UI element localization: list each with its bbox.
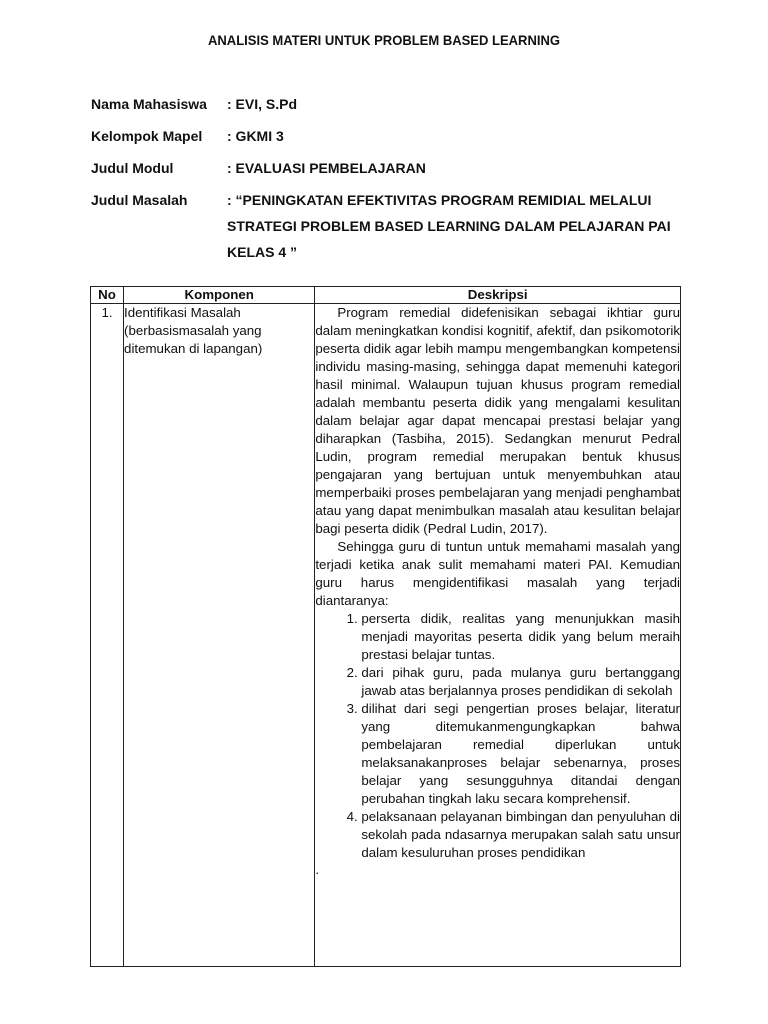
meta-row-modul (91, 158, 677, 190)
list-item: 2. dari pihak guru, pada mulanya guru bertanggang jawab atas berjalannya proses pendidikan di sekolah (361, 664, 680, 700)
row-number: 1. (91, 304, 124, 967)
meta-row-kelompok (91, 126, 677, 158)
meta-label: Judul Masalah (91, 192, 188, 208)
table-row (91, 304, 681, 967)
analysis-table (90, 286, 681, 967)
list-item: 4. pelaksanaan pelayanan bimbingan dan penyuluhan di sekolah pada ndasarnya merupakan salah satu unsur dalam kesuluruhan proses pendidikan (361, 808, 680, 862)
row-komponen: Identifikasi Masalah (berbasismasalah yang ditemukan di lapangan) (124, 304, 315, 967)
list-item: 1. perserta didik, realitas yang menunjukkan masih menjadi mayoritas peserta didik yang belum meraih prestasi belajar tuntas. (361, 610, 680, 664)
trailing-mark: . (315, 862, 320, 877)
meta-block (91, 94, 677, 265)
meta-row-masalah (91, 190, 677, 265)
meta-label: Judul Modul (91, 160, 174, 176)
header-deskripsi: Deskripsi (315, 287, 681, 304)
meta-label: Nama Mahasiswa (91, 96, 207, 112)
meta-value: : “PENINGKATAN EFEKTIVITAS PROGRAM REMIDIAL MELALUI STRATEGI PROBLEM BASED LEARNING DALAM PELAJARAN PAI KELAS 4 ” (227, 192, 671, 260)
meta-value: : GKMI 3 (227, 128, 284, 144)
document-title: ANALISIS MATERI UNTUK PROBLEM BASED LEARNING (207, 32, 561, 48)
meta-row-nama (91, 94, 677, 126)
meta-value: : EVALUASI PEMBELAJARAN (227, 160, 426, 176)
table-header-row (91, 287, 681, 304)
description-paragraph: Sehingga guru di tuntun untuk memahami masalah yang terjadi ketika anak sulit memahami materi PAI. Kemudian guru harus mengidentifikasi masalah yang terjadi diantaranya: (315, 539, 680, 608)
header-komponen: Komponen (124, 287, 315, 304)
row-deskripsi (315, 304, 681, 967)
meta-label: Kelompok Mapel (91, 128, 203, 144)
meta-value: : EVI, S.Pd (227, 96, 298, 112)
problem-list (315, 610, 680, 862)
list-item: 3. dilihat dari segi pengertian proses belajar, literatur yang ditemukanmengungkapkan bahwa pembelajaran remedial diperlukan untuk melaksanakanproses belajar sebenarnya, proses belajar yang sesungguhnya ditandai dengan perubahan tingkah laku secara komprehensif. (361, 700, 680, 808)
description-paragraph: Program remedial didefenisikan sebagai ikhtiar guru dalam meningkatkan kondisi kognitif, afektif, dan psikomotorik peserta didik agar lebih mampu mengembangkan kompetensi individu masing-masing, sehingga dapat memenuhi kategori hasil minimal. Walaupun tujuan khusus program remedial adalah membantu peserta didik yang mengalami kesulitan dalam belajar agar dapat mencapai prestasi belajar yang diharapkan (Tasbiha, 2015). Sedangkan menurut Pedral Ludin, program remedial merupakan bentuk khusus pengajaran yang bertujuan untuk menyembuhkan atau memperbaiki proses pembelajaran yang menjadi penghambat atau yang dapat menimbulkan masalah atau kesulitan belajar bagi peserta didik (Pedral Ludin, 2017). (315, 305, 680, 536)
header-no: No (91, 287, 124, 304)
